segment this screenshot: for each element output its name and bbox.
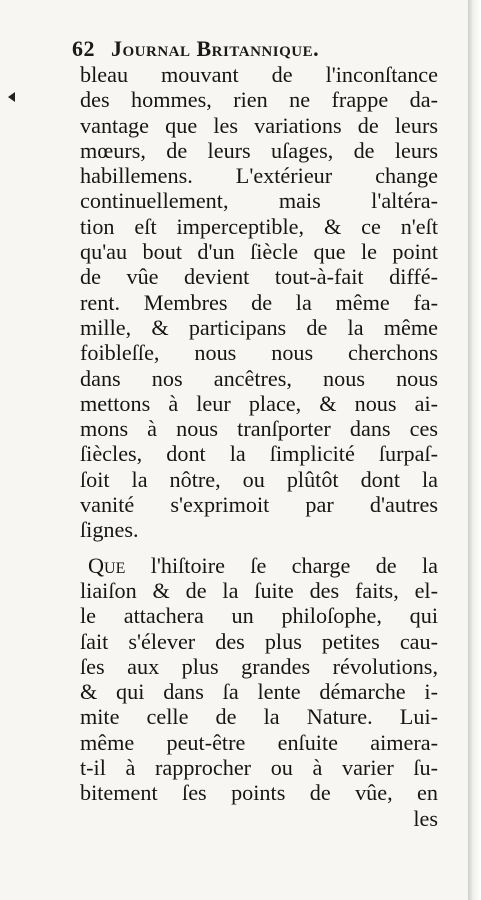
paragraph-1 — [80, 62, 438, 543]
text-line: même peut-être enſuite aimera- — [80, 729, 438, 755]
text-line: mons à nous tranſporter dans ces — [80, 416, 438, 442]
text-line: mettons à leur place, & nous ai- — [80, 390, 438, 416]
text-line: vantage que les variations de leurs — [80, 112, 438, 138]
body-text — [80, 62, 438, 831]
text-line: foibleſſe, nous nous cherchons — [80, 340, 438, 366]
text-line: le attachera un philoſophe, qui — [80, 603, 438, 629]
first-line-rest: l'hiſtoire ſe charge de la — [150, 552, 438, 578]
text-line: rent. Membres de la même fa- — [80, 289, 438, 315]
text-line: ſoit la nôtre, ou plûtôt dont la — [80, 466, 438, 492]
text-line: mœurs, de leurs uſages, de leurs — [80, 137, 438, 163]
running-header — [72, 36, 319, 62]
text-line: tion eſt imperceptible, & ce n'eſt — [80, 213, 438, 239]
text-line: ſes aux plus grandes révolutions, — [80, 653, 438, 679]
running-title: Journal Britannique. — [111, 36, 320, 61]
text-line: des hommes, rien ne frappe da- — [80, 87, 438, 113]
text-line: ſait s'élever des plus petites cau- — [80, 628, 438, 654]
text-line: vanité s'exprimoit par d'autres — [80, 492, 438, 518]
text-line: ſiècles, dont la ſimplicité ſurpaſ- — [80, 441, 438, 467]
lead-word: Que — [88, 552, 126, 578]
text-line: t-il à rapprocher ou à varier ſu- — [80, 755, 438, 781]
text-line: ſignes. — [80, 517, 139, 543]
text-line: & qui dans ſa lente démarche i- — [80, 679, 438, 705]
text-line: continuellement, mais l'altéra- — [80, 188, 438, 214]
text-line: dans nos ancêtres, nous nous — [80, 365, 438, 391]
text-line: qu'au bout d'un ſiècle que le point — [80, 239, 438, 265]
text-line: de vûe devient tout-à-fait diffé- — [80, 264, 438, 290]
text-line: mille, & participans de la même — [80, 314, 438, 340]
text-line: mite celle de la Nature. Lui- — [80, 704, 438, 730]
paragraph-2 — [80, 553, 438, 831]
page-edge — [468, 0, 481, 900]
text-line — [80, 553, 438, 578]
text-line: habillemens. L'extérieur change — [80, 163, 438, 189]
text-line: bleau mouvant de l'inconſtance — [80, 62, 438, 87]
catchword: les — [413, 805, 438, 831]
text-line: bitement ſes points de vûe, en — [80, 780, 438, 806]
text-line: liaiſon & de la ſuite des faits, el- — [80, 577, 438, 603]
page-number: 62 — [72, 36, 95, 61]
margin-mark — [8, 92, 15, 102]
